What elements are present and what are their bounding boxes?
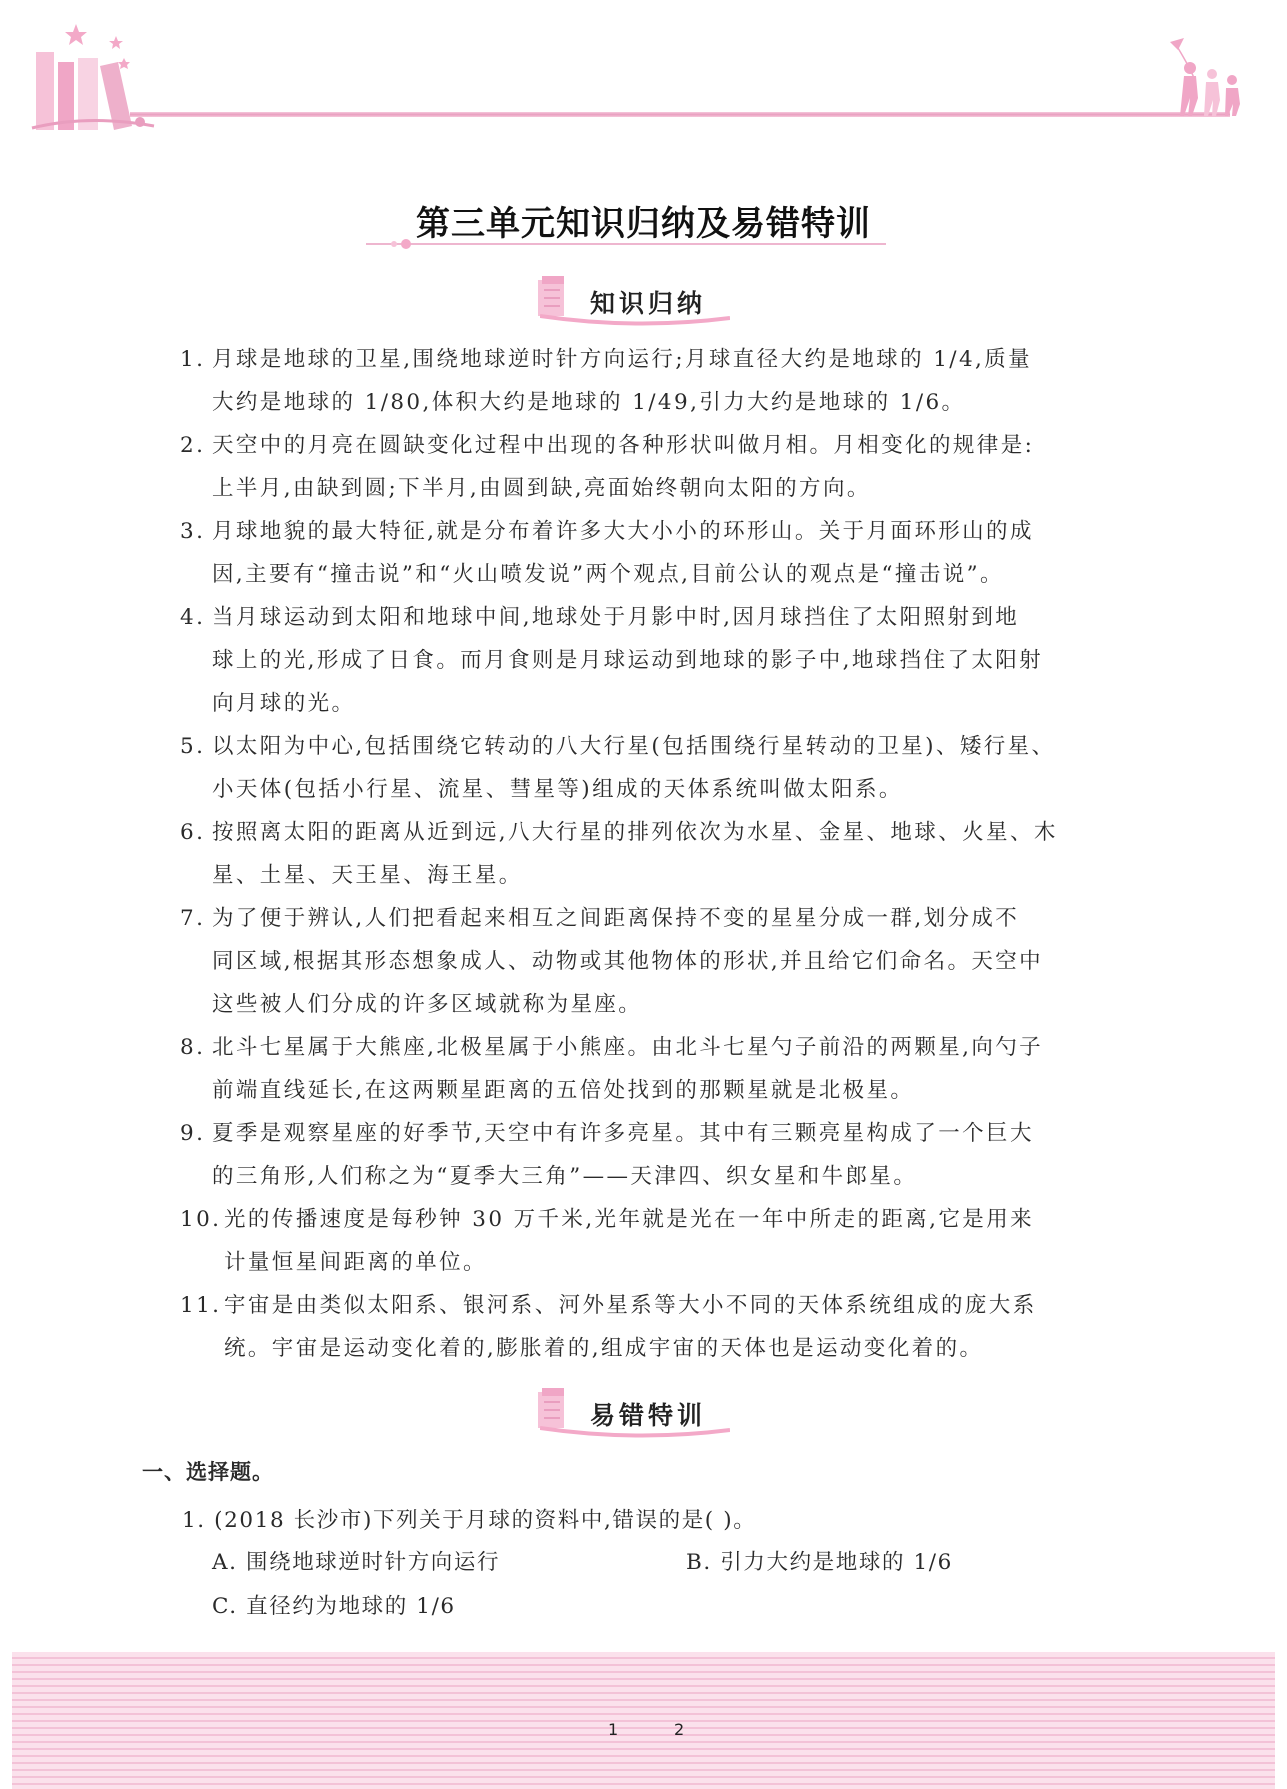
item-line: 当月球运动到太阳和地球中间,地球处于月影中时,因月球挡住了太阳照射到地 (212, 605, 1020, 630)
item-line: 星、土星、天王星、海王星。 (212, 863, 523, 888)
option-a[interactable]: A. 围绕地球逆时针方向运行 (212, 1550, 501, 1575)
knowledge-item-4 (180, 596, 1120, 725)
item-number: 8. (180, 1035, 206, 1060)
item-number: 9. (180, 1121, 206, 1146)
knowledge-item-2 (180, 424, 1120, 510)
item-line: 球上的光,形成了日食。而月食则是月球运动到地球的影子中,地球挡住了太阳射 (212, 648, 1044, 673)
books-logo-icon (28, 18, 158, 136)
section-practice-heading (0, 1384, 1287, 1440)
item-line: 同区域,根据其形态想象成人、动物或其他物体的形状,并且给它们命名。天空中 (212, 949, 1044, 974)
title-underline (366, 238, 886, 250)
section-knowledge-heading (0, 272, 1287, 328)
option-c[interactable]: C. 直径约为地球的 1/6 (212, 1594, 456, 1619)
section-practice-label: 易错特训 (590, 1401, 707, 1430)
knowledge-item-10 (180, 1198, 1120, 1284)
children-kite-icon (1160, 38, 1244, 120)
knowledge-item-9 (180, 1112, 1120, 1198)
page-number-right: 2 (674, 1720, 685, 1739)
item-line: 天空中的月亮在圆缺变化过程中出现的各种形状叫做月相。月相变化的规律是: (212, 433, 1035, 458)
item-number: 1. (180, 347, 206, 372)
item-number: 2. (180, 433, 206, 458)
footer-band (12, 1652, 1275, 1789)
item-line: 因,主要有“撞击说”和“火山喷发说”两个观点,目前公认的观点是“撞击说”。 (212, 562, 1004, 587)
item-line: 向月球的光。 (212, 691, 356, 716)
item-line: 月球地貌的最大特征,就是分布着许多大大小小的环形山。关于月面环形山的成 (212, 519, 1034, 544)
item-number: 6. (180, 820, 206, 845)
item-line: 光的传播速度是每秒钟 30 万千米,光年就是光在一年中所走的距离,它是用来 (224, 1207, 1034, 1232)
item-line: 的三角形,人们称之为“夏季大三角”——天津四、织女星和牛郎星。 (212, 1164, 918, 1189)
knowledge-item-11 (180, 1284, 1120, 1370)
item-line: 这些被人们分成的许多区域就称为星座。 (212, 992, 643, 1017)
item-number: 7. (180, 906, 206, 931)
item-line: 宇宙是由类似太阳系、银河系、河外星系等大小不同的天体系统组成的庞大系 (224, 1293, 1037, 1318)
item-line: 以太阳为中心,包括围绕它转动的八大行星(包括围绕行星转动的卫星)、矮行星、 (212, 734, 1056, 759)
item-line: 北斗七星属于大熊座,北极星属于小熊座。由北斗七星勺子前沿的两颗星,向勺子 (212, 1035, 1044, 1060)
item-line: 大约是地球的 1/80,体积大约是地球的 1/49,引力大约是地球的 1/6。 (212, 390, 966, 415)
knowledge-item-1 (180, 338, 1120, 424)
knowledge-item-5 (180, 725, 1120, 811)
item-line: 夏季是观察星座的好季节,天空中有许多亮星。其中有三颗亮星构成了一个巨大 (212, 1121, 1034, 1146)
item-line: 按照离太阳的距离从近到远,八大行星的排列依次为水星、金星、地球、火星、木 (212, 820, 1058, 845)
item-line: 为了便于辨认,人们把看起来相互之间距离保持不变的星星分成一群,划分成不 (212, 906, 1020, 931)
item-line: 前端直线延长,在这两颗星距离的五倍处找到的那颗星就是北极星。 (212, 1078, 915, 1103)
option-b[interactable]: B. 引力大约是地球的 1/6 (686, 1550, 953, 1575)
knowledge-item-7 (180, 897, 1120, 1026)
item-line: 月球是地球的卫星,围绕地球逆时针方向运行;月球直径大约是地球的 1/4,质量 (212, 347, 1033, 372)
item-number: 3. (180, 519, 206, 544)
item-number: 4. (180, 605, 206, 630)
item-number: 11. (180, 1293, 222, 1318)
item-number: 5. (180, 734, 206, 759)
question-stem: 1. (2018 长沙市)下列关于月球的资料中,错误的是( )。 (182, 1508, 757, 1533)
knowledge-item-6 (180, 811, 1120, 897)
page-title: 第三单元知识归纳及易错特训 (416, 204, 871, 244)
knowledge-item-3 (180, 510, 1120, 596)
section-knowledge-label: 知识归纳 (590, 289, 707, 318)
item-line: 计量恒星间距离的单位。 (224, 1250, 487, 1275)
page-number-left: 1 (608, 1720, 619, 1739)
header-rule (130, 112, 1230, 117)
question-section-heading: 一、选择题。 (142, 1460, 274, 1484)
item-line: 上半月,由缺到圆;下半月,由圆到缺,亮面始终朝向太阳的方向。 (212, 476, 871, 501)
item-number: 10. (180, 1207, 222, 1232)
item-line: 小天体(包括小行星、流星、彗星等)组成的天体系统叫做太阳系。 (212, 777, 903, 802)
item-line: 统。宇宙是运动变化着的,膨胀着的,组成宇宙的天体也是运动变化着的。 (224, 1336, 984, 1361)
knowledge-item-8 (180, 1026, 1120, 1112)
